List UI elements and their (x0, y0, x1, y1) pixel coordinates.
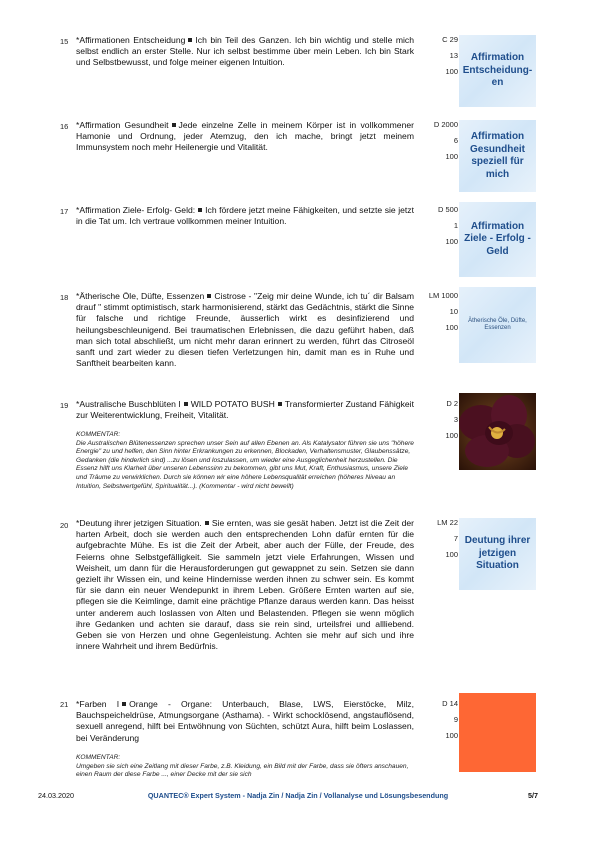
entry-value: 100 (445, 731, 458, 740)
affirmation-card (459, 120, 536, 192)
entry-count: 6 (453, 136, 458, 145)
bullet-square-icon (207, 294, 211, 298)
entry-body: Orange - Organe: Unterbauch, Blase, LWS, Eierstöcke, Milz, Bauchspeicheldrüse, Atmungsorgane (Asthama). - Wirkt schocklösend, angstauflösend, sexuell anregend, hilft bei Entwöhnung von Süchten, schützt Aura, hilft beim Loslassen, bei Veränderung (76, 699, 414, 743)
bullet-square-icon (188, 38, 192, 42)
entry-value: 100 (445, 67, 458, 76)
entry-count: 7 (453, 534, 458, 543)
footer-page-number: 5/7 (528, 791, 538, 800)
entry-comment (76, 754, 414, 780)
entry-number: 17 (60, 207, 69, 216)
entry-number: 20 (60, 521, 69, 530)
situation-card (459, 518, 536, 590)
entry-code: LM 1000 (428, 291, 458, 300)
affirmation-card (459, 35, 536, 107)
entry-meta (420, 291, 458, 332)
entry-count: 13 (449, 51, 458, 60)
entry-body: Ich bin Teil des Ganzen. Ich bin wichtig und stelle mich selbst endlich an erster Stelle. Nur ich selbst bestimme über mein Leben. Ich bin Stark und Selbstbewusst, und folge meiner eigenen Intuition. (76, 35, 414, 68)
entry-text (76, 291, 414, 369)
entry-meta (420, 35, 458, 76)
bullet-square-icon (122, 702, 126, 706)
entry-title: *Australische Buschblüten I (76, 399, 181, 409)
comment-text: Umgeben sie sich eine Zeitlang mit dieser Farbe, z.B. Kleidung, ein Bild mit der Farbe, dass sie öfters anschauen, einen Raum der diese Farbe ..., einer Decke mit der sie sich (76, 762, 409, 779)
entry-body: Sie ernten, was sie gesät haben. Jetzt ist die Zeit der harten Arbeit, doch sie werden auch den entsprechenden Lohn dafür ernten für die aufgebrachte Mühe. Es ist die Zeit der Arbeit, aber auch der Fülle, der Freude, des Feierns ohne Selbstgefälligkeit. Sie sammeln jetzt viele Erfahrungen, Wissen und Weisheit, um dann für die Herausforderungen gut gewappnet zu sein. Setzen sie dann gezielt ihr Wissen ein, und keine Hindernisse werden ihnen zu schwer sein. Es kommt für sie dann ein neuer Wendepunkt in ihrem Leben. Größere Ernten warten auf sie, pflegen sie die Keimlinge, damit eine prächtige Pflanze daraus werden kann. Das heisst unter anderem auch loslassen von Alten und Belastenden. Pflegen sie wenn möglich ihre Gedanken und achten sie darauf, dass sie rein sind, urteilsfrei und allliebend. Geben sie von Herzen und ohne Gegenleistung. Achten sie mehr auf sich und ihre innere Wahrheit und ihrem Bedürfnis. (76, 518, 414, 652)
entry-meta (420, 518, 458, 559)
bullet-square-icon (198, 208, 202, 212)
entry-title: *Affirmation Ziele- Erfolg- Geld: (76, 205, 196, 215)
entry-count: 1 (453, 221, 458, 230)
card-title: Affirmation Gesundheit speziell für mich (469, 131, 525, 180)
entry-title: *Ätherische Öle, Düfte, Essenzen (76, 291, 205, 301)
footer-system: QUANTEC® Expert System - Nadja Zin / Nadja Zin / Vollanalyse und Lösungsbesendung (147, 791, 449, 800)
entry-text (76, 399, 414, 421)
entry-title: *Farben I (76, 699, 120, 709)
entry-body: WILD POTATO BUSH (190, 399, 275, 409)
entry-meta (420, 399, 458, 440)
card-title: Deutung ihrer jetzigen Situation (464, 535, 531, 572)
entry-number: 15 (60, 37, 69, 46)
entry-meta (420, 205, 458, 246)
entry-code: D 2 (446, 399, 458, 408)
bullet-square-icon (184, 402, 188, 406)
entry-text (76, 120, 414, 154)
entry-count: 3 (453, 415, 458, 424)
entry-value: 100 (445, 550, 458, 559)
entry-value: 100 (445, 431, 458, 440)
entry-body-2: Transformierter Zustand Fähigkeit zur Weiterentwicklung, Freiheit, Vitalität. (76, 399, 414, 421)
flower-image (459, 393, 536, 470)
footer-date: 24.03.2020 (38, 791, 74, 800)
card-title: Ätherische Öle, Düfte, Essenzen (468, 317, 527, 331)
entry-text (76, 518, 414, 652)
card-title: Affirmation Entscheidung-en (462, 52, 533, 89)
comment-heading: KOMMENTAR: (76, 431, 121, 438)
entry-number: 21 (60, 700, 69, 709)
entry-value: 100 (445, 323, 458, 332)
entry-code: LM 22 (437, 518, 458, 527)
entry-title: *Affirmation Gesundheit (76, 120, 169, 130)
entry-number: 16 (60, 122, 69, 131)
bullet-square-icon (205, 521, 209, 525)
card-title: Affirmation Ziele - Erfolg - Geld (464, 220, 531, 257)
entry-code: C 29 (442, 35, 458, 44)
entry-title: *Affirmationen Entscheidung (76, 35, 186, 45)
entry-value: 100 (445, 152, 458, 161)
flower-photo-icon (459, 393, 536, 470)
entry-body: Cistrose - "Zeig mir deine Wunde, ich tu´ dir Balsam drauf " stimmt optimistisch, stark harmonisierend, stärkt das Gedächtnis, stärkt die Sinne für falsche und richtige Freunde, äusserlich wirkt es desinfizierend und heilungsbeschleunigend. Bei traumatischen Erlebnissen, die dazu geführt haben, daß man sich total abschließt, um nicht mehr daran erinnert zu werden, führt das Citroseöl sanft und zart wieder zu diesen tiefen Verletzungen hin, damit man es in Ruhe und Sanftheit bearbeiten kann. (76, 291, 414, 369)
entry-number: 18 (60, 293, 69, 302)
entry-code: D 2000 (433, 120, 458, 129)
entry-code: D 500 (437, 205, 458, 214)
entry-comment (76, 431, 414, 491)
comment-heading: KOMMENTAR: (76, 754, 121, 761)
entry-text (76, 699, 414, 744)
entry-title: *Deutung ihrer jetzigen Situation. (76, 518, 202, 528)
comment-text: Die Australischen Blütenessenzen sprechen unser Sein auf allen Ebenen an. Als Katalysator führen sie uns "höhere Energie" zu und helfen, den Sinn hinter Erkrankungen zu erkennen, Blockaden, Verhaltensmuster, Glaubenssätze, Gedanken (die hinderlich sind) ...zu lösen und loszulassen, um wieder eine Ausgeglichenheit herzustellen. Die Essenz hilft uns Klarheit über unseren Lebenssinn zu bekommen, gibt uns Mut, Kraft, Enthusiasmus, unsere Ziele und Träume zu verwirklichen. Durch sie können wir eine höhere Lebensqualität erreichen (höheres Niveau an Intuition, Selbstwertgefühl, Spiritualität...). (Kommentar - wird nicht bewellt) (76, 439, 414, 490)
orange-color-swatch (459, 693, 536, 772)
entry-count: 9 (453, 715, 458, 724)
entry-code: D 14 (442, 699, 458, 708)
essence-card (459, 287, 536, 363)
bullet-square-icon (172, 123, 176, 127)
entry-body: Ich fördere jetzt meine Fähigkeiten, und setzte sie jetzt in die Tat um. Ich vertraue vollkommen meiner Intuition. (76, 205, 414, 227)
entry-meta (420, 120, 458, 161)
entry-text (76, 35, 414, 69)
entry-value: 100 (445, 237, 458, 246)
entry-text (76, 205, 414, 227)
affirmation-card (459, 202, 536, 277)
entry-count: 10 (449, 307, 458, 316)
bullet-square-icon (278, 402, 282, 406)
entry-number: 19 (60, 401, 69, 410)
entry-body: Jede einzelne Zelle in meinem Körper ist in vollkommener Hamonie und Ordnung, jeder Atemzug, den ich mache, bringt jetzt meinem Immunsystem noch mehr Heilenergie und Vitalität. (76, 120, 414, 153)
entry-meta (420, 699, 458, 740)
